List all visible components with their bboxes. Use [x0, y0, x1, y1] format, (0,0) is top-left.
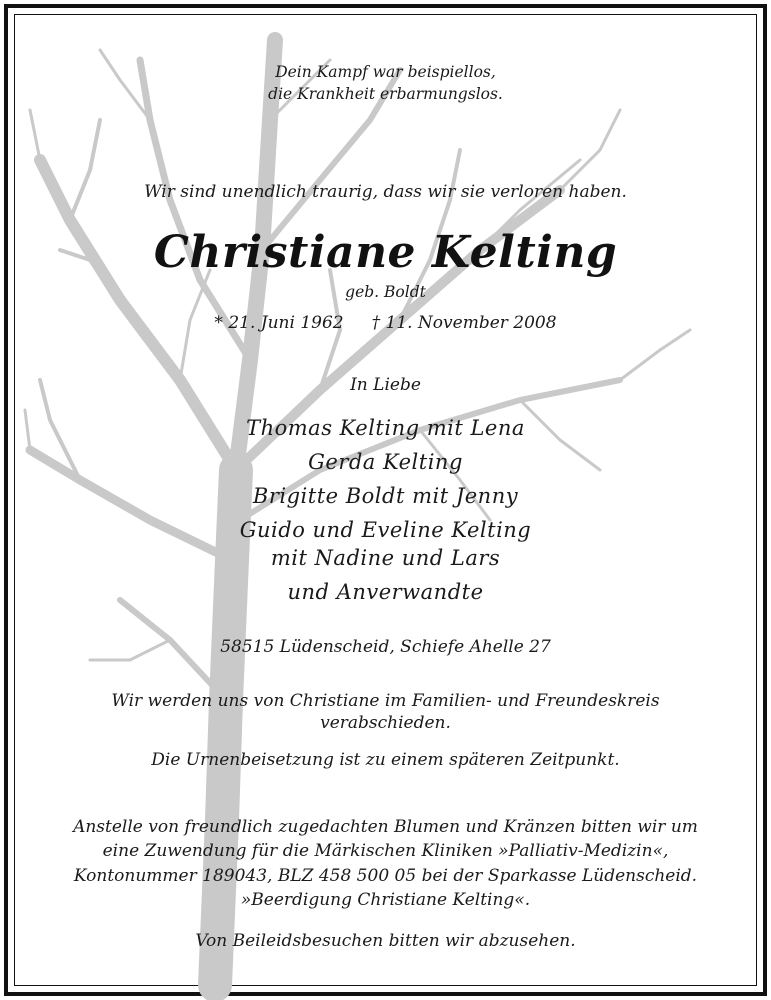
donation-line-1: Anstelle von freundlich zugedachten Blumen und Kränzen bitten wir um — [73, 817, 698, 837]
in-love-text: In Liebe — [350, 375, 421, 395]
mourner-line: Thomas Kelting mit Lena — [246, 416, 525, 440]
intro-text: Wir sind unendlich traurig, dass wir sie verloren haben. — [144, 182, 627, 202]
burial-text: Die Urnenbeisetzung ist zu einem späteren Zeitpunkt. — [151, 750, 620, 770]
maiden-name: geb. Boldt — [345, 283, 426, 301]
death-date: † 11. November 2008 — [371, 313, 557, 333]
deceased-name: Christiane Kelting — [153, 227, 618, 278]
mourner-line: Guido und Eveline Kelting — [239, 518, 532, 542]
donation-line-4: »Beerdigung Christiane Kelting«. — [240, 890, 531, 910]
donation-line-3: Kontonummer 189043, BLZ 458 500 05 bei der Sparkasse Lüdenscheid. — [73, 866, 698, 886]
life-dates — [40, 314, 731, 334]
farewell-line-1: Wir werden uns von Christiane im Familien- und Freundeskreis — [111, 691, 660, 711]
motto-line-2: die Krankheit erbarmungslos. — [268, 85, 503, 103]
mourner-line: mit Nadine und Lars — [270, 546, 501, 570]
mourner-line: Brigitte Boldt mit Jenny — [252, 484, 519, 508]
closing-text: Von Beileidsbesuchen bitten wir abzusehen. — [195, 931, 576, 951]
donation-line-2: eine Zuwendung für die Märkischen Kliniken »Palliativ-Medizin«, — [102, 841, 669, 861]
mourner-line: Gerda Kelting — [308, 450, 463, 474]
farewell-line-2: verabschieden. — [320, 713, 451, 733]
motto-line-1: Dein Kampf war beispiellos, — [275, 63, 496, 81]
mourner-line: und Anverwandte — [287, 580, 484, 604]
birth-date: * 21. Juni 1962 — [214, 313, 344, 333]
address: 58515 Lüdenscheid, Schiefe Ahelle 27 — [220, 637, 551, 657]
